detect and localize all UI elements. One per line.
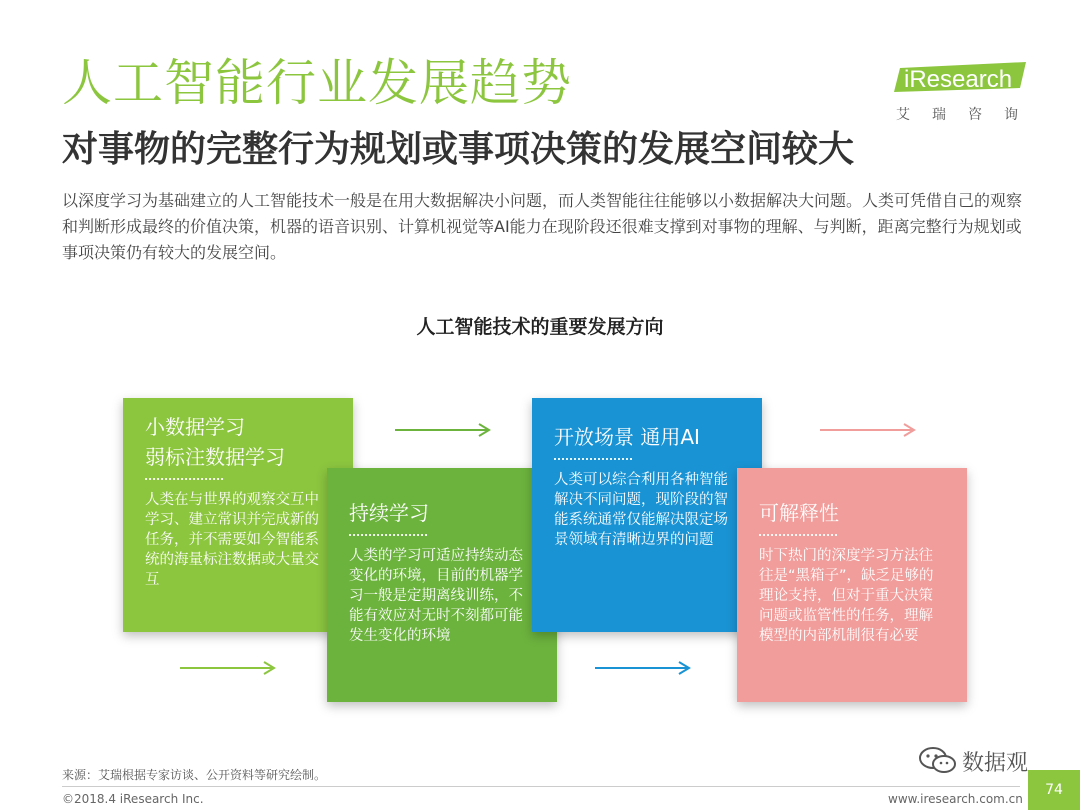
card-title: 可解释性 <box>759 501 839 525</box>
dotted-divider <box>145 478 223 480</box>
footer-url[interactable]: www.iresearch.com.cn <box>888 792 1023 806</box>
watermark-text: 数据观 <box>962 751 1029 776</box>
page-title: 人工智能行业发展趋势 <box>62 54 572 112</box>
arrow-right-icon <box>178 660 278 676</box>
card-open-scene-general-ai <box>532 398 762 632</box>
dotted-divider <box>554 458 632 460</box>
intro-paragraph: 以深度学习为基础建立的人工智能技术一般是在用大数据解决小问题，而人类智能往往能够以小数据解决大问题。人类可凭借自己的观察和判断形成最终的价值决策，机器的语音识别、计算机视觉等AI能力在现阶段还很难支撑到对事物的理解、与判断，距离完整行为规划或事项决策仍有较大的发展空间。 <box>62 191 1023 262</box>
card-small-data-learning <box>123 398 353 632</box>
logo-brand-text: iResearch <box>904 66 1013 93</box>
card-body: 人类在与世界的观察交互中学习、建立常识并完成新的任务，并不需要如今智能系统的海量标注数据或大量交互 <box>145 492 319 588</box>
arrow-right-icon <box>593 660 693 676</box>
card-body: 人类可以综合利用各种智能解决不同问题，现阶段的智能系统通常仅能解决限定场景领域有清晰边界的问题 <box>554 472 728 548</box>
copyright: ©2018.4 iResearch Inc. <box>62 792 204 806</box>
diagram-title: 人工智能技术的重要发展方向 <box>416 316 664 338</box>
logo-chinese-text: 艾瑞咨询 <box>896 107 1040 123</box>
arrow-right-icon <box>818 422 918 438</box>
card-body: 人类的学习可适应持续动态变化的环境，目前的机器学习一般是定期离线训练，不能有效应对无时不刻都可能发生变化的环境 <box>349 548 523 644</box>
dotted-divider <box>349 534 427 536</box>
page-subtitle: 对事物的完整行为规划或事项决策的发展空间较大 <box>62 129 855 170</box>
card-body: 时下热门的深度学习方法往往是“黑箱子”，缺乏足够的理论支持，但对于重大决策问题或监管性的任务，理解模型的内部机制很有必要 <box>759 548 934 644</box>
card-explainability <box>737 468 967 702</box>
card-title: 小数据学习 <box>145 415 245 439</box>
card-title: 持续学习 <box>349 501 429 525</box>
card-title-line2: 弱标注数据学习 <box>145 445 285 469</box>
page-number: 74 <box>1028 770 1080 810</box>
arrow-right-icon <box>393 422 493 438</box>
dotted-divider <box>759 534 837 536</box>
card-continual-learning <box>327 468 557 702</box>
card-title: 开放场景 通用AI <box>554 425 700 449</box>
footer-divider <box>62 786 1020 787</box>
source-note: 来源：艾瑞根据专家访谈、公开资料等研究绘制。 <box>62 768 327 782</box>
iresearch-logo-mark <box>890 58 1026 96</box>
wechat-icon <box>918 746 958 776</box>
iresearch-logo <box>890 58 1040 124</box>
